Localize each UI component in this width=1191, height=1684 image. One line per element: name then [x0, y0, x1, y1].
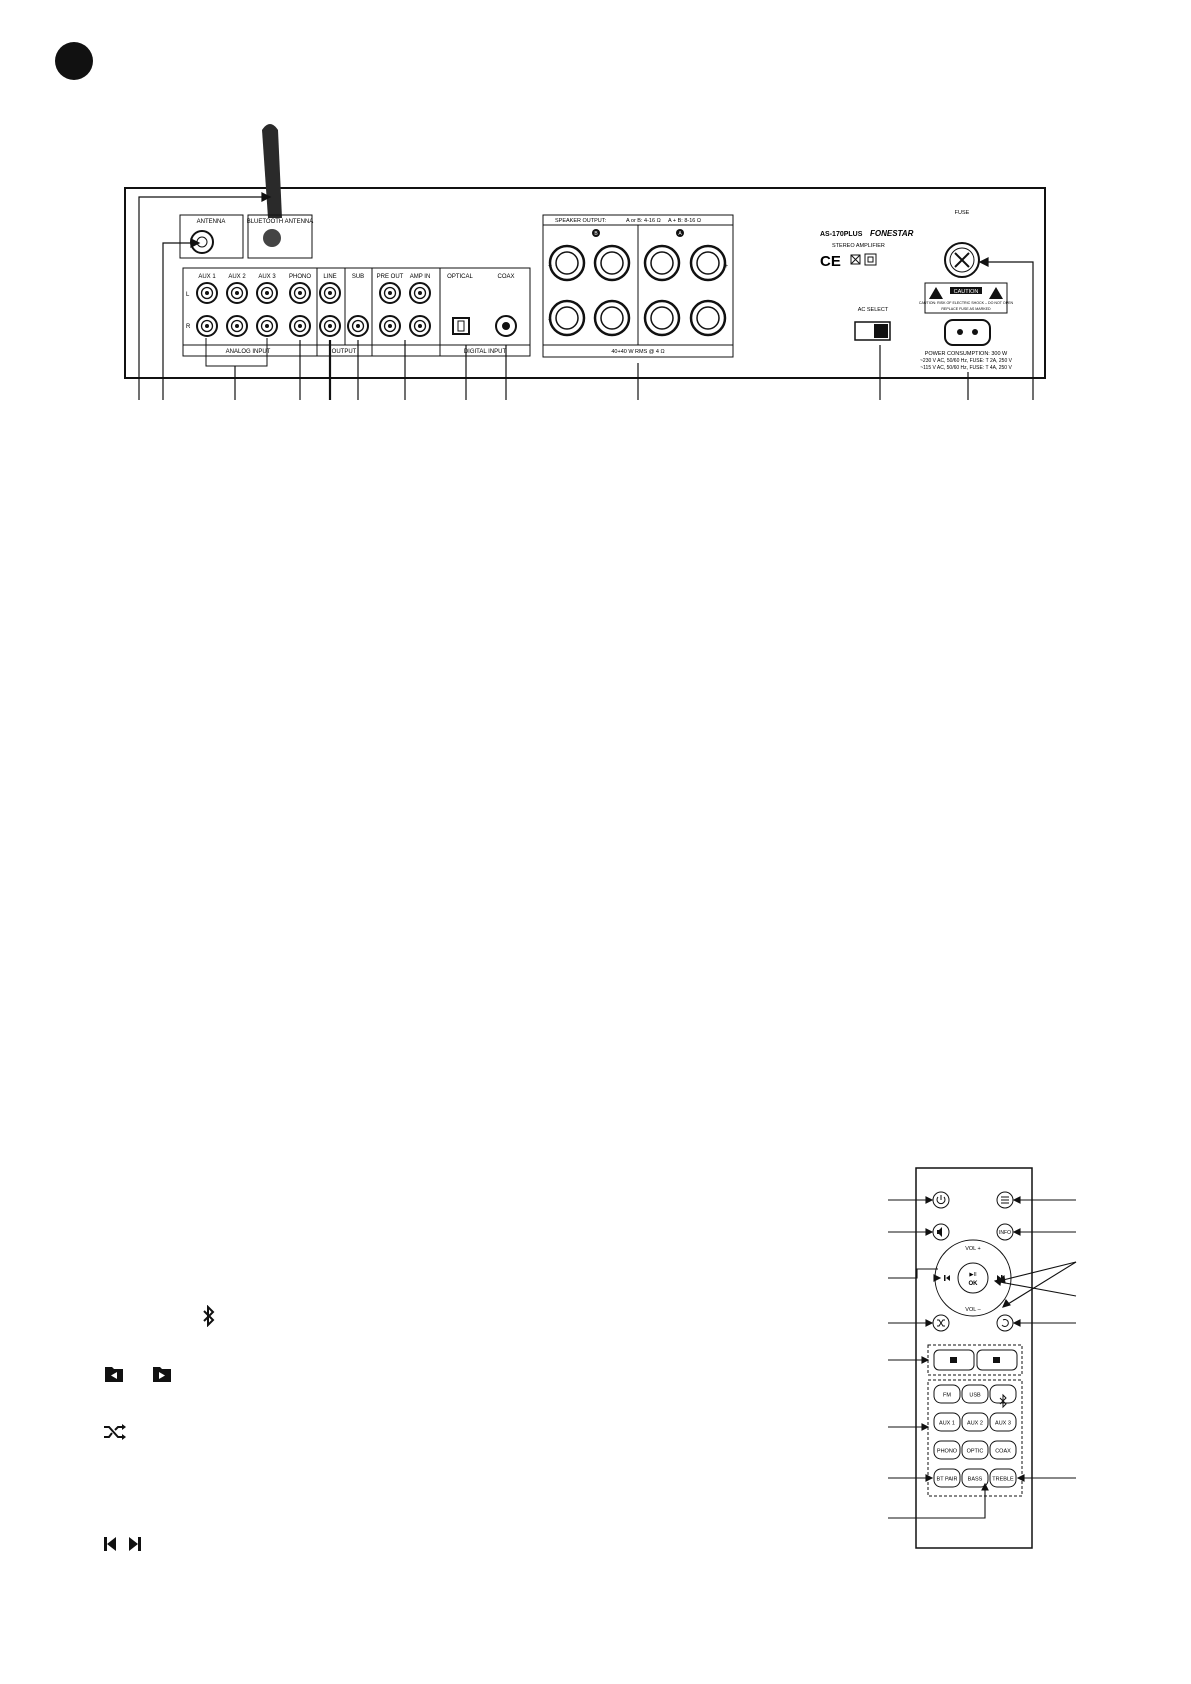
input-label: OPTICAL	[447, 274, 473, 280]
power-230: ~230 V AC, 50/60 Hz, FUSE: T 2A, 250 V	[920, 358, 1012, 364]
repeat-button[interactable]	[997, 1315, 1013, 1331]
remote-key-label: COAX	[995, 1448, 1011, 1455]
rca-jack	[290, 316, 310, 336]
remote-key-label: AUX 2	[967, 1420, 983, 1427]
shuffle-small-icon	[937, 1320, 945, 1326]
remote-key-label: BASS	[967, 1476, 983, 1483]
minus-left: -	[548, 317, 551, 324]
warning-icon-right	[989, 287, 1003, 299]
rca-jack	[197, 283, 217, 303]
ce-mark: CE	[820, 253, 841, 270]
caution-text-2: REPLACE FUSE AS MARKED	[941, 307, 991, 311]
prev-track-icon	[944, 1275, 950, 1281]
amp-type: STEREO AMPLIFIER	[832, 243, 885, 249]
remote-key[interactable]	[962, 1441, 988, 1459]
power-inlet	[945, 320, 990, 345]
remote-key[interactable]	[934, 1469, 960, 1487]
rca-jack	[380, 283, 400, 303]
channel-r: R	[186, 324, 191, 330]
speaker-output-label: SPEAKER OUTPUT:	[555, 218, 607, 224]
antenna-label: ANTENNA	[196, 219, 226, 225]
brand-name: FONESTAR	[870, 229, 914, 238]
power-consumption: POWER CONSUMPTION: 300 W	[924, 351, 1008, 357]
input-label: LINE	[323, 274, 337, 280]
input-label: PHONO	[288, 274, 312, 280]
remote-key[interactable]	[990, 1441, 1016, 1459]
input-label: AUX 1	[198, 274, 216, 280]
remote-key-label: OPTIC	[966, 1448, 984, 1455]
binding-post	[595, 301, 629, 335]
vol-minus: VOL –	[965, 1307, 981, 1313]
remote-key-label: USB	[969, 1392, 981, 1399]
binding-post	[550, 301, 584, 335]
binding-post	[645, 246, 679, 280]
minus-right: -	[724, 317, 727, 324]
info-label: INFO	[999, 1230, 1011, 1236]
remote-key[interactable]	[934, 1441, 960, 1459]
play-pause-label: ▶II	[969, 1272, 977, 1278]
rca-jack	[227, 316, 247, 336]
input-labels	[198, 274, 514, 280]
rca-jack	[197, 316, 217, 336]
model-name: AS-170PLUS	[820, 231, 863, 238]
remote-key-label: PHONO	[936, 1448, 958, 1455]
rca-jack	[320, 316, 340, 336]
bluetooth-key-icon	[1000, 1395, 1006, 1407]
digital-input-label: DIGITAL INPUT	[463, 349, 507, 355]
power-icon	[937, 1195, 945, 1204]
rca-jack	[410, 283, 430, 303]
output-label: OUTPUT	[331, 349, 357, 355]
rca-jack	[410, 316, 430, 336]
channel-l: L	[186, 292, 190, 298]
caution-text: CAUTION: RISK OF ELECTRIC SHOCK – DO NOT OPEN	[918, 301, 1014, 305]
remote-key-label: AUX 1	[939, 1420, 955, 1427]
analog-input-label: ANALOG INPUT	[225, 349, 271, 355]
input-label: AUX 2	[228, 274, 246, 280]
binding-post	[691, 301, 725, 335]
ok-button[interactable]	[958, 1263, 988, 1293]
mute-icon	[937, 1227, 942, 1237]
power-115: ~115 V AC, 50/60 Hz, FUSE: T 4A, 250 V	[920, 365, 1012, 371]
rca-jack	[348, 316, 368, 336]
fuse-label: FUSE	[954, 210, 970, 216]
menu-icon	[1001, 1197, 1009, 1203]
input-label: SUB	[351, 274, 365, 280]
remote-key[interactable]	[962, 1413, 988, 1431]
rear-panel-diagram	[0, 0, 1191, 420]
plus-right: +	[724, 263, 729, 270]
rca-jack	[257, 316, 277, 336]
speaker-ab: A or B: 4-16 Ω	[626, 218, 661, 224]
binding-post	[595, 246, 629, 280]
ac-select-label: AC SELECT	[857, 307, 889, 313]
remote-key[interactable]	[962, 1469, 988, 1487]
remote-diagram	[0, 1124, 1191, 1684]
bt-antenna-label: BLUETOOTH ANTENNA	[246, 219, 314, 225]
weee-icon	[851, 255, 860, 264]
warning-icon-left	[929, 287, 943, 299]
speaker-ab2: A + B: 8-16 Ω	[668, 218, 702, 224]
double-insulation-icon	[865, 254, 876, 265]
input-label: AMP IN	[409, 274, 431, 280]
binding-post	[550, 246, 584, 280]
remote-key[interactable]	[990, 1413, 1016, 1431]
optical-connector	[453, 318, 469, 334]
remote-key-label: TREBLE	[992, 1476, 1014, 1483]
remote-key[interactable]	[934, 1413, 960, 1431]
rca-jack	[227, 283, 247, 303]
remote-key-label: FM	[943, 1392, 951, 1399]
remote-key-label: AUX 3	[995, 1420, 1011, 1427]
binding-post	[645, 301, 679, 335]
caution-title: CAUTION	[953, 289, 979, 295]
zone-a: A	[678, 231, 682, 237]
remote-key[interactable]	[962, 1385, 988, 1403]
zone-b: B	[594, 231, 598, 237]
plus-left: +	[548, 263, 553, 270]
antenna-rod	[262, 124, 282, 218]
remote-key[interactable]	[990, 1469, 1016, 1487]
rca-jack	[380, 316, 400, 336]
remote-key-label: BT PAIR	[936, 1476, 958, 1483]
rca-jacks	[197, 283, 430, 336]
repeat-icon	[1002, 1319, 1008, 1326]
vol-plus: VOL +	[965, 1246, 981, 1252]
remote-key[interactable]	[934, 1385, 960, 1403]
binding-post	[691, 246, 725, 280]
speaker-power: 40+40 W RMS @ 4 Ω	[611, 349, 665, 355]
ok-label: OK	[968, 1281, 978, 1287]
input-label: AUX 3	[258, 274, 276, 280]
rca-jack	[257, 283, 277, 303]
input-label: COAX	[497, 274, 515, 280]
rca-jack	[320, 283, 340, 303]
input-label: PRE OUT	[376, 274, 404, 280]
rca-jack	[290, 283, 310, 303]
